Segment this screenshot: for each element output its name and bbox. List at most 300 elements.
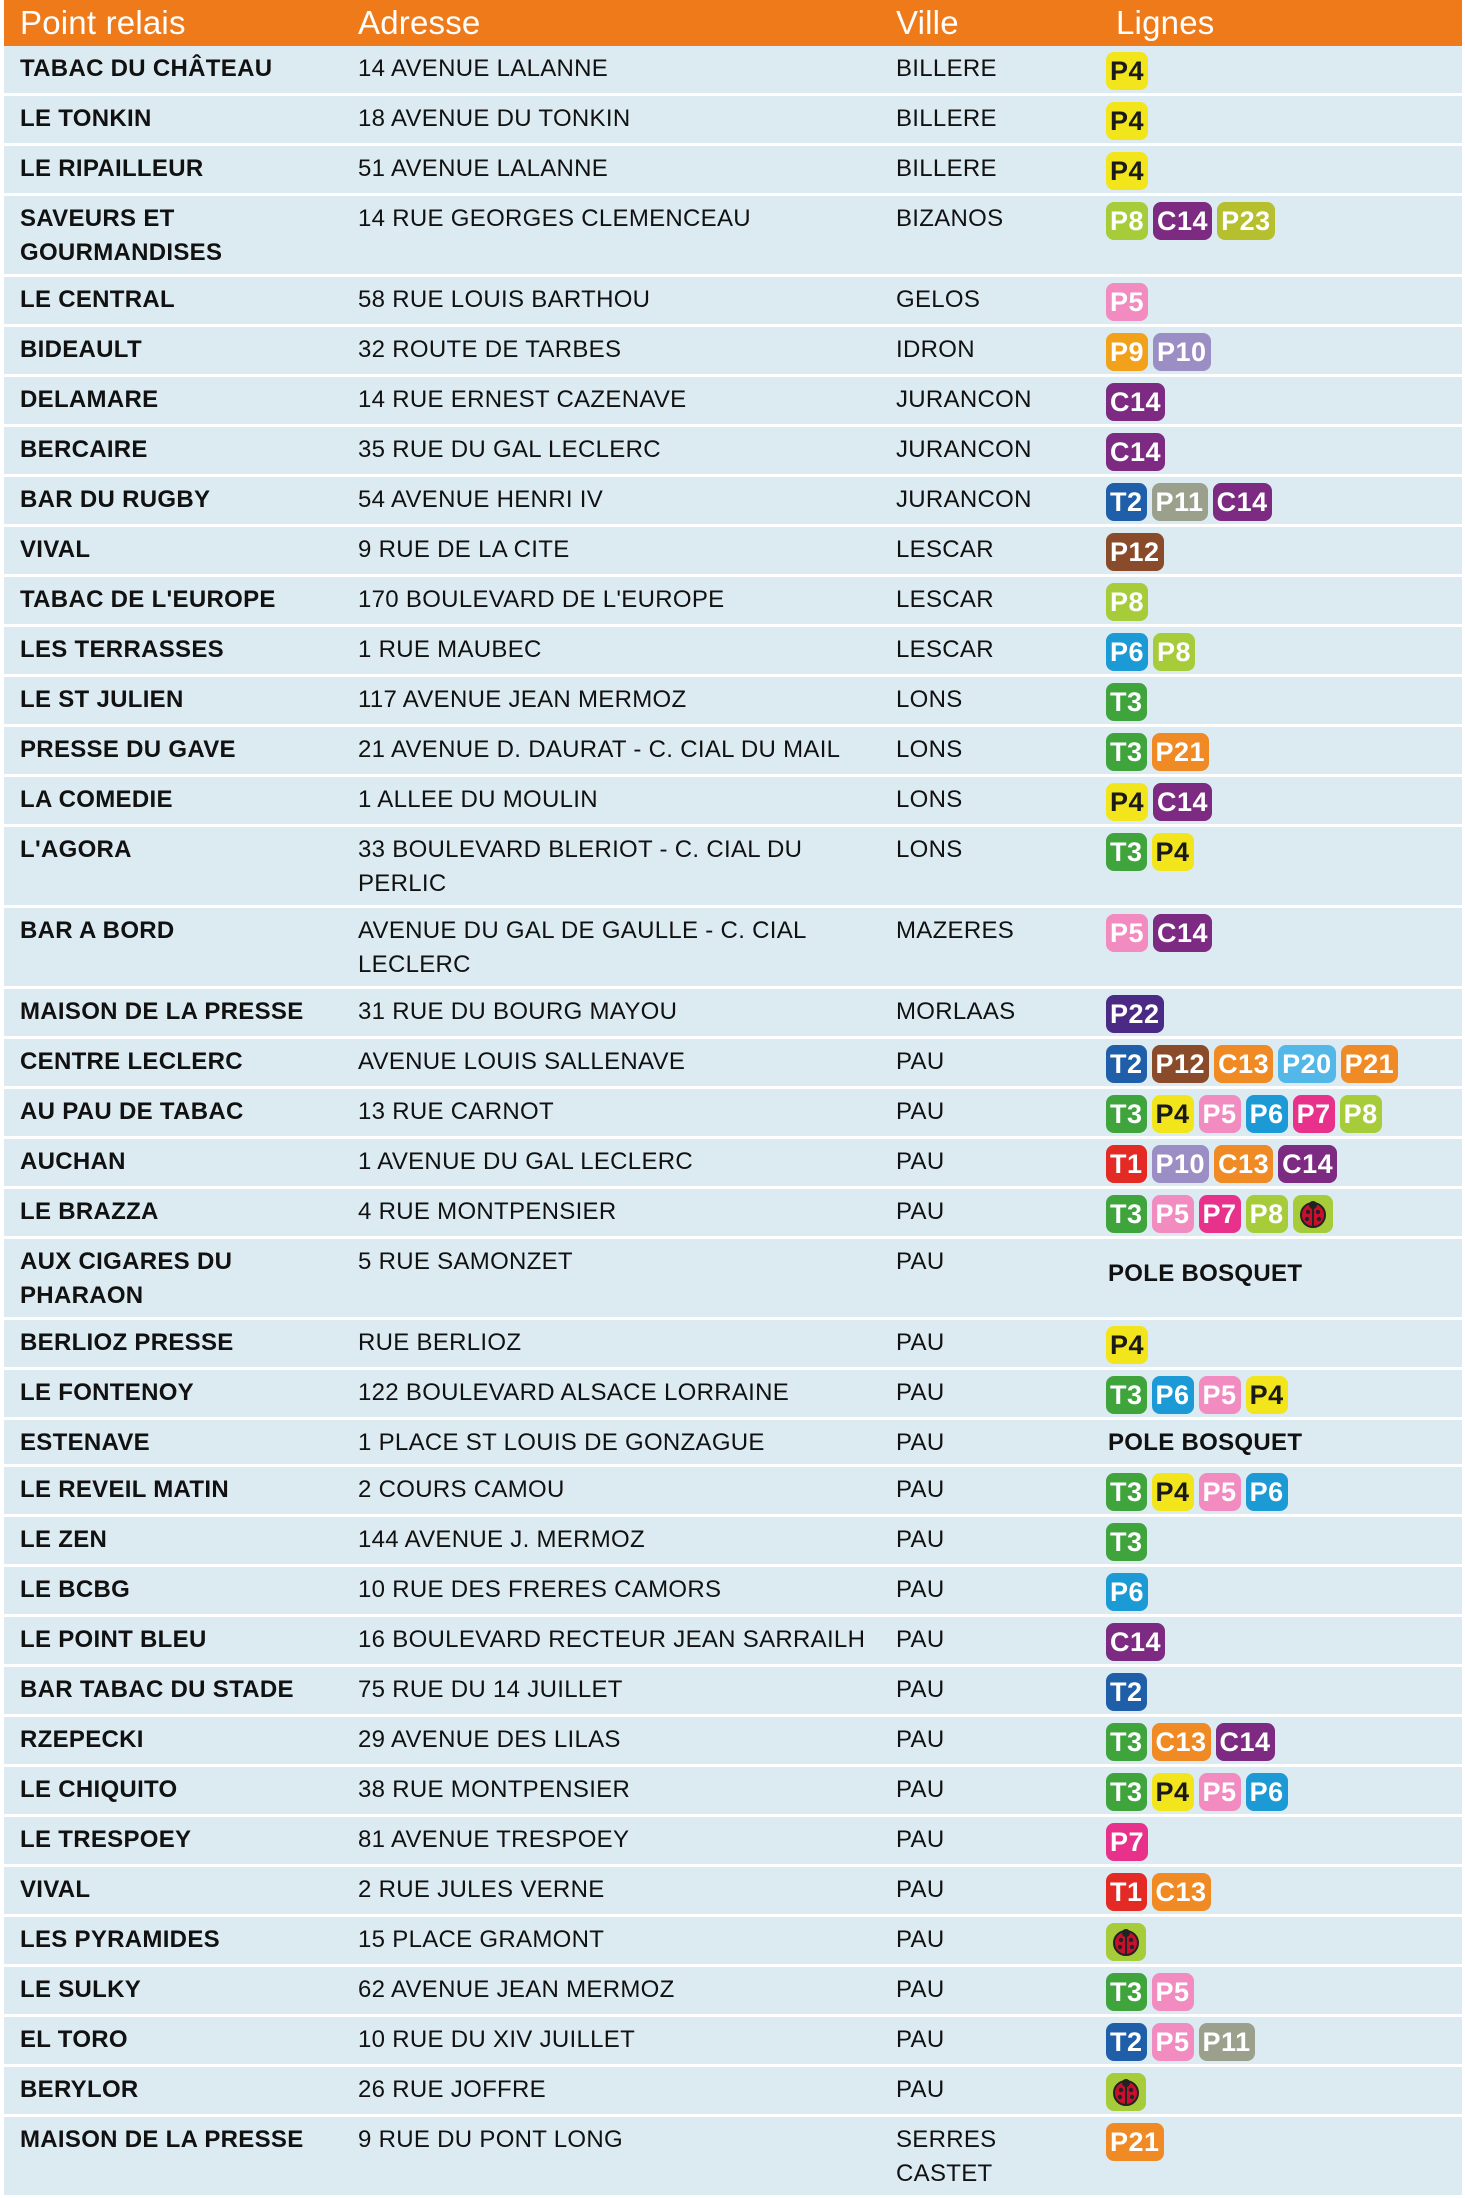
table-row	[4, 1916, 1462, 1966]
cell-lignes	[1100, 1966, 1462, 2016]
line-badge-t3: T3	[1106, 1376, 1147, 1414]
line-badges	[1106, 1326, 1458, 1364]
line-badge-p8: P8	[1106, 202, 1148, 240]
cell-adresse: 14 RUE GEORGES CLEMENCEAU	[342, 195, 880, 276]
cell-adresse: 2 COURS CAMOU	[342, 1466, 880, 1516]
cell-adresse: 35 RUE DU GAL LECLERC	[342, 426, 880, 476]
line-badge-t3: T3	[1106, 683, 1147, 721]
line-badge-p5: P5	[1106, 914, 1148, 952]
cell-ville: MORLAAS	[880, 988, 1100, 1038]
cell-adresse: 14 AVENUE LALANNE	[342, 46, 880, 95]
cell-point-relais: AU PAU DE TABAC	[4, 1088, 342, 1138]
cell-point-relais: MAISON DE LA PRESSE	[4, 2116, 342, 2197]
cell-point-relais: BERCAIRE	[4, 426, 342, 476]
cell-point-relais: LE TONKIN	[4, 95, 342, 145]
table-row	[4, 1866, 1462, 1916]
line-badge-p11: P11	[1152, 483, 1208, 521]
cell-point-relais: TABAC DE L'EUROPE	[4, 576, 342, 626]
cell-adresse: 32 ROUTE DE TARBES	[342, 326, 880, 376]
line-badge-p10: P10	[1152, 1145, 1210, 1183]
line-badges	[1106, 1823, 1458, 1861]
header-adresse: Adresse	[342, 0, 880, 46]
cell-ville: LESCAR	[880, 576, 1100, 626]
line-badge-p10: P10	[1153, 333, 1211, 371]
line-badge-p11: P11	[1199, 2023, 1255, 2061]
cell-adresse: AVENUE LOUIS SALLENAVE	[342, 1038, 880, 1088]
cell-adresse: 51 AVENUE LALANNE	[342, 145, 880, 195]
cell-ville: GELOS	[880, 276, 1100, 326]
cell-lignes	[1100, 1088, 1462, 1138]
line-badge-p7: P7	[1199, 1195, 1241, 1233]
cell-adresse: 54 AVENUE HENRI IV	[342, 476, 880, 526]
table-row	[4, 1666, 1462, 1716]
line-badge-c14: C14	[1106, 433, 1165, 471]
line-badges	[1106, 483, 1458, 521]
line-badges	[1106, 383, 1458, 421]
cell-ville: PAU	[880, 1866, 1100, 1916]
line-badge-p20: P20	[1278, 1045, 1336, 1083]
table-row	[4, 726, 1462, 776]
line-badge-c14: C14	[1153, 914, 1212, 952]
cell-adresse: 1 PLACE ST LOUIS DE GONZAGUE	[342, 1419, 880, 1466]
line-badge-t3: T3	[1106, 1095, 1147, 1133]
cell-adresse: 4 RUE MONTPENSIER	[342, 1188, 880, 1238]
cell-point-relais: EL TORO	[4, 2016, 342, 2066]
line-badge-p21: P21	[1152, 733, 1210, 771]
table-row	[4, 376, 1462, 426]
cell-lignes	[1100, 1866, 1462, 1916]
line-badge-p4: P4	[1106, 102, 1148, 140]
cell-adresse: 9 RUE DE LA CITE	[342, 526, 880, 576]
table-row	[4, 1369, 1462, 1419]
table-row	[4, 1138, 1462, 1188]
line-badge-p4: P4	[1246, 1376, 1288, 1414]
cell-ville: PAU	[880, 1816, 1100, 1866]
table-row	[4, 276, 1462, 326]
cell-adresse: 10 RUE DU XIV JUILLET	[342, 2016, 880, 2066]
cell-adresse: 1 RUE MAUBEC	[342, 626, 880, 676]
cell-point-relais: LE CENTRAL	[4, 276, 342, 326]
cell-ville: PAU	[880, 1516, 1100, 1566]
cell-point-relais: VIVAL	[4, 1866, 342, 1916]
line-note: POLE BOSQUET	[1108, 1260, 1303, 1287]
line-badges	[1106, 102, 1458, 140]
line-badges	[1106, 1376, 1458, 1414]
line-badge-p6: P6	[1246, 1473, 1288, 1511]
line-badge-t1: T1	[1106, 1145, 1147, 1183]
cell-point-relais: LE FONTENOY	[4, 1369, 342, 1419]
cell-ville: JURANCON	[880, 426, 1100, 476]
cell-ville: SERRES CASTET	[880, 2116, 1100, 2197]
header-lignes: Lignes	[1100, 0, 1462, 46]
table-header	[4, 0, 1462, 46]
cell-adresse: 62 AVENUE JEAN MERMOZ	[342, 1966, 880, 2016]
cell-ville: LONS	[880, 676, 1100, 726]
cell-ville: PAU	[880, 1188, 1100, 1238]
table-row	[4, 1088, 1462, 1138]
table-body	[4, 46, 1462, 2197]
cell-adresse: 9 RUE DU PONT LONG	[342, 2116, 880, 2197]
table-row	[4, 1419, 1462, 1466]
line-badges	[1106, 2123, 1458, 2161]
line-badge-p4: P4	[1152, 833, 1194, 871]
cell-ville: PAU	[880, 2016, 1100, 2066]
cell-ville: LONS	[880, 826, 1100, 907]
line-badge-p5: P5	[1106, 283, 1148, 321]
cell-adresse: 33 BOULEVARD BLERIOT - C. CIAL DU PERLIC	[342, 826, 880, 907]
line-badge-p5: P5	[1199, 1473, 1241, 1511]
cell-point-relais: RZEPECKI	[4, 1716, 342, 1766]
line-badges	[1106, 52, 1458, 90]
line-badge-p22: P22	[1106, 995, 1164, 1033]
line-badge-t1: T1	[1106, 1873, 1147, 1911]
line-badges	[1106, 583, 1458, 621]
line-badge-p5: P5	[1152, 1195, 1194, 1233]
table-row	[4, 46, 1462, 95]
cell-ville: PAU	[880, 1916, 1100, 1966]
line-badge-p8: P8	[1106, 583, 1148, 621]
line-badge-t3: T3	[1106, 1773, 1147, 1811]
cell-adresse: 170 BOULEVARD DE L'EUROPE	[342, 576, 880, 626]
line-badges	[1106, 1923, 1458, 1961]
line-badge-p5: P5	[1152, 1973, 1194, 2011]
table-row	[4, 145, 1462, 195]
cell-lignes	[1100, 907, 1462, 988]
line-badge-c13: C13	[1214, 1045, 1273, 1083]
line-badge-t3: T3	[1106, 833, 1147, 871]
line-badges	[1106, 783, 1458, 821]
cell-lignes	[1100, 1319, 1462, 1369]
cell-point-relais: LE SULKY	[4, 1966, 342, 2016]
line-badges	[1106, 333, 1458, 371]
cell-lignes	[1100, 476, 1462, 526]
table-row	[4, 2016, 1462, 2066]
line-badge-p5: P5	[1199, 1773, 1241, 1811]
cell-point-relais: AUCHAN	[4, 1138, 342, 1188]
line-badge-p6: P6	[1106, 633, 1148, 671]
cell-adresse: 16 BOULEVARD RECTEUR JEAN SARRAILH	[342, 1616, 880, 1666]
line-badge-t3: T3	[1106, 1195, 1147, 1233]
table-row	[4, 576, 1462, 626]
cell-ville: IDRON	[880, 326, 1100, 376]
line-badges	[1106, 1095, 1458, 1133]
cell-ville: PAU	[880, 1466, 1100, 1516]
line-badge-p7: P7	[1106, 1823, 1148, 1861]
line-badge-p4: P4	[1106, 783, 1148, 821]
cell-point-relais: LE POINT BLEU	[4, 1616, 342, 1666]
table-row	[4, 1716, 1462, 1766]
cell-adresse: 14 RUE ERNEST CAZENAVE	[342, 376, 880, 426]
table-row	[4, 95, 1462, 145]
line-badge-p8: P8	[1340, 1095, 1382, 1133]
cell-lignes	[1100, 376, 1462, 426]
line-badge-c14: C14	[1153, 202, 1212, 240]
cell-lignes	[1100, 326, 1462, 376]
cell-point-relais: LE TRESPOEY	[4, 1816, 342, 1866]
line-badge-p9: P9	[1106, 333, 1148, 371]
cell-point-relais: DELAMARE	[4, 376, 342, 426]
cell-lignes	[1100, 826, 1462, 907]
line-badge-c14: C14	[1278, 1145, 1337, 1183]
cell-adresse: 31 RUE DU BOURG MAYOU	[342, 988, 880, 1038]
cell-ville: PAU	[880, 1616, 1100, 1666]
line-badges	[1106, 733, 1458, 771]
cell-point-relais: LA COMEDIE	[4, 776, 342, 826]
table-row	[4, 626, 1462, 676]
cell-ville: JURANCON	[880, 376, 1100, 426]
cell-adresse: 5 RUE SAMONZET	[342, 1238, 880, 1319]
cell-lignes	[1100, 145, 1462, 195]
line-badge-p4: P4	[1152, 1773, 1194, 1811]
cell-lignes	[1100, 1766, 1462, 1816]
line-badges	[1106, 283, 1458, 321]
cell-lignes	[1100, 95, 1462, 145]
table-row	[4, 526, 1462, 576]
cell-ville: PAU	[880, 1666, 1100, 1716]
line-badges	[1106, 633, 1458, 671]
cell-point-relais: CENTRE LECLERC	[4, 1038, 342, 1088]
cell-point-relais: ESTENAVE	[4, 1419, 342, 1466]
cell-point-relais: L'AGORA	[4, 826, 342, 907]
cell-ville: JURANCON	[880, 476, 1100, 526]
cell-lignes	[1100, 1516, 1462, 1566]
cell-lignes	[1100, 526, 1462, 576]
cell-point-relais: LE RIPAILLEUR	[4, 145, 342, 195]
cell-lignes	[1100, 988, 1462, 1038]
cell-ville: BIZANOS	[880, 195, 1100, 276]
cell-lignes	[1100, 726, 1462, 776]
cell-point-relais: TABAC DU CHÂTEAU	[4, 46, 342, 95]
cell-point-relais: LES TERRASSES	[4, 626, 342, 676]
cell-lignes	[1100, 776, 1462, 826]
cell-lignes	[1100, 276, 1462, 326]
line-badges	[1106, 152, 1458, 190]
line-badge-c13: C13	[1214, 1145, 1273, 1183]
line-badges	[1106, 2073, 1458, 2111]
table-row	[4, 1038, 1462, 1088]
table-row	[4, 2116, 1462, 2197]
line-badge-t3: T3	[1106, 1523, 1147, 1561]
line-badges	[1106, 1623, 1458, 1661]
line-badge-c13: C13	[1152, 1723, 1211, 1761]
line-badges	[1106, 1523, 1458, 1561]
table-row	[4, 1616, 1462, 1666]
cell-point-relais: PRESSE DU GAVE	[4, 726, 342, 776]
line-badge-p12: P12	[1152, 1045, 1210, 1083]
cell-point-relais: BERLIOZ PRESSE	[4, 1319, 342, 1369]
line-badge-p5: P5	[1199, 1095, 1241, 1133]
cell-adresse: 117 AVENUE JEAN MERMOZ	[342, 676, 880, 726]
line-badges	[1106, 1473, 1458, 1511]
line-badges	[1106, 833, 1458, 871]
cell-lignes	[1100, 576, 1462, 626]
cell-lignes	[1100, 2116, 1462, 2197]
cell-adresse: 13 RUE CARNOT	[342, 1088, 880, 1138]
line-badge-p7: P7	[1293, 1095, 1335, 1133]
line-badge-p6: P6	[1152, 1376, 1194, 1414]
table-row	[4, 826, 1462, 907]
line-note: POLE BOSQUET	[1108, 1429, 1303, 1456]
cell-ville: PAU	[880, 1369, 1100, 1419]
line-badge-c14: C14	[1213, 483, 1272, 521]
line-badge-c13: C13	[1152, 1873, 1211, 1911]
cell-point-relais: MAISON DE LA PRESSE	[4, 988, 342, 1038]
line-badges	[1106, 995, 1458, 1033]
line-badges	[1106, 1723, 1458, 1761]
cell-adresse: 10 RUE DES FRERES CAMORS	[342, 1566, 880, 1616]
line-badge-p4: P4	[1106, 152, 1148, 190]
cell-ville: LONS	[880, 726, 1100, 776]
cell-point-relais: SAVEURS ET GOURMANDISES	[4, 195, 342, 276]
line-badges	[1106, 914, 1458, 952]
cell-ville: BILLERE	[880, 145, 1100, 195]
cell-ville: PAU	[880, 1138, 1100, 1188]
line-badge-t2: T2	[1106, 1673, 1147, 1711]
line-badges	[1106, 1673, 1458, 1711]
line-badges	[1106, 1145, 1458, 1183]
cell-adresse: 122 BOULEVARD ALSACE LORRAINE	[342, 1369, 880, 1419]
cell-ville: PAU	[880, 1319, 1100, 1369]
cell-lignes	[1100, 626, 1462, 676]
line-badge-t2: T2	[1106, 2023, 1147, 2061]
cell-point-relais: BAR A BORD	[4, 907, 342, 988]
cell-lignes	[1100, 1466, 1462, 1516]
cell-lignes	[1100, 1616, 1462, 1666]
cell-ville: MAZERES	[880, 907, 1100, 988]
cell-point-relais: AUX CIGARES DU PHARAON	[4, 1238, 342, 1319]
line-badge-t3: T3	[1106, 1723, 1147, 1761]
line-badge-p4: P4	[1106, 52, 1148, 90]
cell-adresse: 38 RUE MONTPENSIER	[342, 1766, 880, 1816]
cell-lignes	[1100, 2066, 1462, 2116]
line-badge-p4: P4	[1152, 1473, 1194, 1511]
cell-lignes	[1100, 2016, 1462, 2066]
line-badge-p6: P6	[1106, 1573, 1148, 1611]
line-badge-p21: P21	[1341, 1045, 1399, 1083]
table-row	[4, 2066, 1462, 2116]
cell-point-relais: LE CHIQUITO	[4, 1766, 342, 1816]
table-row	[4, 988, 1462, 1038]
table-row	[4, 1319, 1462, 1369]
line-badges	[1106, 202, 1458, 240]
table-row	[4, 907, 1462, 988]
line-badges	[1106, 1045, 1458, 1083]
cell-ville: PAU	[880, 1038, 1100, 1088]
cell-lignes	[1100, 1916, 1462, 1966]
line-badge-p6: P6	[1246, 1095, 1288, 1133]
ladybug-icon	[1106, 1923, 1146, 1961]
cell-adresse: 21 AVENUE D. DAURAT - C. CIAL DU MAIL	[342, 726, 880, 776]
table-row	[4, 1816, 1462, 1866]
cell-ville: LESCAR	[880, 526, 1100, 576]
cell-point-relais: BIDEAULT	[4, 326, 342, 376]
cell-lignes	[1100, 1716, 1462, 1766]
line-badge-p5: P5	[1152, 2023, 1194, 2061]
header-row	[4, 0, 1462, 46]
cell-adresse: 2 RUE JULES VERNE	[342, 1866, 880, 1916]
cell-point-relais: LE ST JULIEN	[4, 676, 342, 726]
line-badge-p6: P6	[1246, 1773, 1288, 1811]
line-badges	[1106, 1573, 1458, 1611]
table-row	[4, 1466, 1462, 1516]
cell-point-relais: BERYLOR	[4, 2066, 342, 2116]
relay-points-sheet	[4, 0, 1462, 2198]
cell-adresse: 1 ALLEE DU MOULIN	[342, 776, 880, 826]
cell-ville: LESCAR	[880, 626, 1100, 676]
line-badge-p23: P23	[1217, 202, 1275, 240]
cell-lignes	[1100, 1816, 1462, 1866]
cell-ville: BILLERE	[880, 95, 1100, 145]
line-badges	[1106, 1973, 1458, 2011]
cell-adresse: 1 AVENUE DU GAL LECLERC	[342, 1138, 880, 1188]
cell-adresse: 29 AVENUE DES LILAS	[342, 1716, 880, 1766]
line-badge-t3: T3	[1106, 1973, 1147, 2011]
table-row	[4, 1566, 1462, 1616]
table-row	[4, 476, 1462, 526]
table-row	[4, 676, 1462, 726]
cell-ville: PAU	[880, 1088, 1100, 1138]
cell-ville: LONS	[880, 776, 1100, 826]
cell-point-relais: LE BCBG	[4, 1566, 342, 1616]
line-badges	[1106, 433, 1458, 471]
cell-lignes	[1100, 1038, 1462, 1088]
header-point-relais: Point relais	[4, 0, 342, 46]
cell-point-relais: LE REVEIL MATIN	[4, 1466, 342, 1516]
line-badge-p21: P21	[1106, 2123, 1164, 2161]
table-row	[4, 1188, 1462, 1238]
cell-lignes	[1100, 1369, 1462, 1419]
cell-ville: PAU	[880, 2066, 1100, 2116]
line-badges	[1106, 2023, 1458, 2061]
table-row	[4, 195, 1462, 276]
table-row	[4, 1238, 1462, 1319]
cell-adresse: 18 AVENUE DU TONKIN	[342, 95, 880, 145]
cell-lignes	[1100, 1566, 1462, 1616]
table-row	[4, 776, 1462, 826]
cell-adresse: 81 AVENUE TRESPOEY	[342, 1816, 880, 1866]
line-badges	[1106, 1195, 1458, 1233]
line-badge-c14: C14	[1153, 783, 1212, 821]
cell-lignes	[1100, 1138, 1462, 1188]
line-badge-p4: P4	[1152, 1095, 1194, 1133]
cell-ville: PAU	[880, 1566, 1100, 1616]
ladybug-icon	[1106, 2073, 1146, 2111]
table-row	[4, 1766, 1462, 1816]
line-badge-c14: C14	[1106, 1623, 1165, 1661]
cell-lignes	[1100, 676, 1462, 726]
cell-ville: BILLERE	[880, 46, 1100, 95]
cell-adresse: 58 RUE LOUIS BARTHOU	[342, 276, 880, 326]
cell-ville: PAU	[880, 1716, 1100, 1766]
cell-adresse: 15 PLACE GRAMONT	[342, 1916, 880, 1966]
relay-points-table	[4, 0, 1462, 2198]
cell-adresse: 75 RUE DU 14 JUILLET	[342, 1666, 880, 1716]
line-badge-p12: P12	[1106, 533, 1164, 571]
cell-lignes	[1100, 1419, 1462, 1466]
cell-adresse: AVENUE DU GAL DE GAULLE - C. CIAL LECLERC	[342, 907, 880, 988]
line-badges	[1106, 1773, 1458, 1811]
cell-lignes	[1100, 195, 1462, 276]
table-row	[4, 1966, 1462, 2016]
line-badge-p5: P5	[1199, 1376, 1241, 1414]
line-badge-c14: C14	[1216, 1723, 1275, 1761]
cell-ville: PAU	[880, 1966, 1100, 2016]
cell-point-relais: LES PYRAMIDES	[4, 1916, 342, 1966]
cell-adresse: RUE BERLIOZ	[342, 1319, 880, 1369]
line-badges	[1106, 1873, 1458, 1911]
cell-adresse: 144 AVENUE J. MERMOZ	[342, 1516, 880, 1566]
cell-ville: PAU	[880, 1238, 1100, 1319]
